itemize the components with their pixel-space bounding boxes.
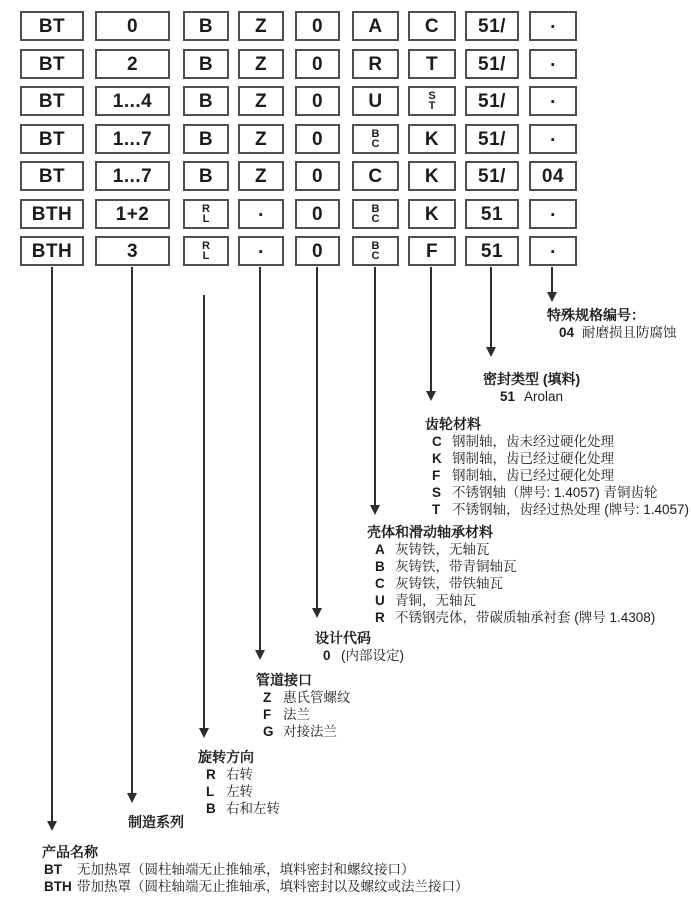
grid-cell-r5-c7	[408, 161, 456, 191]
code-text: BT	[38, 15, 66, 37]
legend-item-desc: 法兰	[283, 707, 310, 722]
legend-item-desc: 不锈钢轴（牌号: 1.4057) 青铜齿轮	[452, 485, 658, 500]
grid-cell-r1-c1	[20, 11, 84, 41]
grid-cell-r2-c8	[465, 49, 519, 79]
code-text: 51/	[478, 15, 506, 37]
code-text: 1...7	[112, 165, 153, 187]
code-text: K	[424, 128, 440, 150]
legend-item-desc: 灰铸铁，带铁轴瓦	[395, 576, 503, 591]
code-text: K	[424, 203, 440, 225]
legend-item-code: G	[263, 724, 274, 739]
legend-manufacturing-series-title: 制造系列	[128, 814, 184, 830]
legend-item-desc: 灰铸铁，无轴瓦	[395, 542, 490, 557]
grid-cell-r5-c8	[465, 161, 519, 191]
legend-item	[323, 647, 404, 664]
grid-cell-r7-c9	[529, 236, 577, 266]
grid-cell-r4-c7	[408, 124, 456, 154]
legend-item-code: T	[432, 502, 441, 517]
stacked-code-text: B	[371, 203, 380, 215]
legend-seal-type-items	[500, 388, 580, 405]
column-1-arrow-line	[51, 267, 53, 822]
legend-item	[432, 467, 689, 484]
legend-item	[44, 861, 469, 878]
legend-item	[375, 609, 655, 626]
grid-cell-r4-c3	[183, 124, 229, 154]
stacked-code-text: L	[202, 213, 210, 225]
legend-pipe-connection	[256, 672, 351, 740]
grid-cell-r2-c7	[408, 49, 456, 79]
grid-cell-r7-c2	[95, 236, 170, 266]
column-3-arrowhead-icon	[199, 728, 209, 738]
legend-seal-type-title: 密封类型 (填料)	[483, 371, 581, 387]
grid-cell-r7-c4	[238, 236, 284, 266]
legend-item-desc: (内部设定)	[341, 648, 404, 663]
legend-item-code: L	[206, 784, 215, 799]
grid-cell-r2-c5	[295, 49, 340, 79]
code-text: C	[368, 165, 383, 187]
code-text: BTH	[31, 203, 73, 225]
code-text: BT	[38, 90, 66, 112]
grid-cell-r3-c8	[465, 86, 519, 116]
legend-housing-bearing-material-items	[375, 541, 655, 626]
grid-cell-r6-c1	[20, 199, 84, 229]
legend-item-desc: Arolan	[524, 389, 564, 404]
legend-item	[375, 541, 655, 558]
grid-cell-r5-c2	[95, 161, 170, 191]
legend-item	[432, 450, 689, 467]
stacked-code-text: C	[371, 138, 380, 150]
grid-cell-r2-c6	[352, 49, 399, 79]
column-8-arrow-line	[490, 267, 492, 348]
grid-cell-r7-c8	[465, 236, 519, 266]
legend-manufacturing-series	[128, 814, 184, 831]
grid-cell-r5-c9	[529, 161, 577, 191]
legend-design-code-title: 设计代码	[315, 630, 371, 646]
legend-product-name	[42, 844, 469, 895]
stacked-code-text: B	[371, 240, 380, 252]
code-text: B	[198, 128, 214, 150]
grid-cell-r6-c9	[529, 199, 577, 229]
code-text: 51/	[478, 90, 506, 112]
code-text: Z	[254, 15, 268, 37]
code-text: R	[368, 53, 383, 75]
code-text: 04	[541, 165, 565, 187]
column-4-arrowhead-icon	[255, 650, 265, 660]
column-9-arrow-line	[551, 267, 553, 293]
code-text: 0	[311, 53, 324, 75]
grid-cell-r1-c9	[529, 11, 577, 41]
code-text: 51/	[478, 128, 506, 150]
stacked-code-text: C	[371, 213, 380, 225]
grid-cell-r7-c6	[352, 236, 399, 266]
grid-cell-r3-c5	[295, 86, 340, 116]
code-text: K	[424, 165, 440, 187]
grid-cell-r6-c3	[183, 199, 229, 229]
stacked-code-text: R	[202, 203, 210, 215]
legend-rotation-direction	[198, 749, 280, 817]
legend-rotation-direction-title: 旋转方向	[198, 749, 254, 765]
legend-special-spec-number	[547, 307, 677, 341]
code-text: A	[368, 15, 383, 37]
legend-item-desc: 青铜，无轴瓦	[395, 593, 476, 608]
grid-cell-r1-c3	[183, 11, 229, 41]
legend-item	[375, 592, 655, 609]
legend-design-code	[315, 630, 404, 664]
grid-cell-r6-c6	[352, 199, 399, 229]
grid-cell-r7-c5	[295, 236, 340, 266]
column-5-arrowhead-icon	[312, 608, 322, 618]
legend-item-desc: 对接法兰	[283, 724, 337, 739]
grid-cell-r4-c9	[529, 124, 577, 154]
grid-cell-r1-c7	[408, 11, 456, 41]
code-text: 2	[126, 53, 139, 75]
legend-item-code: Z	[263, 690, 272, 705]
legend-item	[206, 766, 280, 783]
code-text: BT	[38, 53, 66, 75]
legend-item-code: R	[206, 767, 216, 782]
code-text: .	[550, 86, 556, 108]
grid-cell-r1-c4	[238, 11, 284, 41]
legend-item	[500, 388, 580, 405]
grid-cell-r3-c9	[529, 86, 577, 116]
legend-item-code: BT	[44, 862, 62, 877]
code-text: 0	[311, 165, 324, 187]
stacked-code-text: R	[202, 240, 210, 252]
code-text: 0	[126, 15, 139, 37]
grid-cell-r3-c6	[352, 86, 399, 116]
column-2-arrow-line	[131, 267, 133, 794]
legend-item-code: F	[263, 707, 272, 722]
code-text: .	[550, 236, 556, 258]
code-text: BT	[38, 128, 66, 150]
code-text: 0	[311, 90, 324, 112]
code-text: BT	[38, 165, 66, 187]
code-text: 0	[311, 15, 324, 37]
legend-item-code: F	[432, 468, 441, 483]
grid-cell-r4-c6	[352, 124, 399, 154]
grid-cell-r3-c3	[183, 86, 229, 116]
code-text: 1...4	[112, 90, 153, 112]
grid-cell-r2-c9	[529, 49, 577, 79]
code-text: Z	[254, 165, 268, 187]
column-8-arrowhead-icon	[486, 347, 496, 357]
stacked-code-text: L	[202, 250, 210, 262]
grid-cell-r1-c2	[95, 11, 170, 41]
grid-cell-r4-c5	[295, 124, 340, 154]
legend-item	[206, 800, 280, 817]
legend-housing-bearing-material-title: 壳体和滑动轴承材料	[367, 524, 493, 540]
legend-pipe-connection-title: 管道接口	[256, 672, 312, 688]
code-text: 51/	[478, 165, 506, 187]
grid-cell-r3-c1	[20, 86, 84, 116]
column-7-arrowhead-icon	[426, 391, 436, 401]
grid-cell-r2-c2	[95, 49, 170, 79]
legend-item-desc: 灰铸铁，带青铜轴瓦	[395, 559, 517, 574]
grid-cell-r7-c3	[183, 236, 229, 266]
code-text: 51	[480, 240, 504, 262]
legend-item-code: K	[432, 451, 442, 466]
code-text: Z	[254, 128, 268, 150]
legend-item-desc: 不锈钢壳体，带碳质轴承衬套 (牌号 1.4308)	[395, 610, 656, 625]
code-text: .	[550, 49, 556, 71]
legend-gear-material-title: 齿轮材料	[425, 416, 481, 432]
grid-cell-r4-c8	[465, 124, 519, 154]
grid-cell-r4-c4	[238, 124, 284, 154]
grid-cell-r6-c8	[465, 199, 519, 229]
column-6-arrow-line	[374, 267, 376, 506]
grid-cell-r4-c2	[95, 124, 170, 154]
legend-item	[206, 783, 280, 800]
legend-item-code: A	[375, 542, 385, 557]
code-text: 0	[311, 203, 324, 225]
column-2-arrowhead-icon	[127, 793, 137, 803]
legend-item	[432, 484, 689, 501]
legend-item-desc: 钢制轴，齿已经过硬化处理	[452, 468, 614, 483]
grid-cell-r5-c4	[238, 161, 284, 191]
legend-item-code: 0	[323, 648, 331, 663]
grid-cell-r6-c7	[408, 199, 456, 229]
code-text: C	[424, 15, 440, 37]
legend-gear-material	[425, 416, 689, 518]
legend-product-name-title: 产品名称	[42, 844, 98, 860]
code-text: B	[198, 53, 214, 75]
stacked-code-text: B	[371, 128, 380, 140]
legend-seal-type	[483, 371, 580, 405]
grid-cell-r5-c1	[20, 161, 84, 191]
grid-cell-r4-c1	[20, 124, 84, 154]
legend-pipe-connection-items	[263, 689, 351, 740]
code-text: 0	[311, 240, 324, 262]
column-5-arrow-line	[316, 267, 318, 609]
code-text: 51/	[478, 53, 506, 75]
legend-item-desc: 无加热罩（圆柱轴端无止推轴承，填料密封和螺纹接口）	[77, 862, 415, 877]
column-6-arrowhead-icon	[370, 505, 380, 515]
legend-item-desc: 钢制轴，齿未经过硬化处理	[452, 434, 614, 449]
grid-cell-r1-c6	[352, 11, 399, 41]
legend-special-spec-number-title: 特殊规格编号：	[547, 307, 645, 323]
legend-item-desc: 惠氏管螺纹	[283, 690, 351, 705]
legend-design-code-items	[323, 647, 404, 664]
grid-cell-r3-c7	[408, 86, 456, 116]
legend-item-desc: 带加热罩（圆柱轴端无止推轴承，填料密封以及螺纹或法兰接口）	[77, 879, 469, 894]
legend-item-desc: 右和左转	[226, 801, 280, 816]
stacked-code-text: S	[428, 90, 436, 102]
legend-item-code: BTH	[44, 879, 72, 894]
legend-special-spec-number-items	[559, 324, 677, 341]
stacked-code-text: T	[428, 100, 436, 112]
stacked-code-text: C	[371, 250, 380, 262]
legend-item	[375, 558, 655, 575]
legend-item-code: U	[375, 593, 385, 608]
grid-cell-r7-c1	[20, 236, 84, 266]
legend-item-desc: 钢制轴，齿已经过硬化处理	[452, 451, 614, 466]
code-text: U	[368, 90, 383, 112]
column-9-arrowhead-icon	[547, 292, 557, 302]
legend-item-code: S	[432, 485, 442, 500]
column-4-arrow-line	[259, 267, 261, 651]
legend-item	[432, 501, 689, 518]
legend-item	[375, 575, 655, 592]
code-text: T	[425, 53, 439, 75]
legend-item-desc: 左转	[226, 784, 253, 799]
code-text: 51	[480, 203, 504, 225]
code-text: .	[258, 236, 264, 258]
legend-item	[263, 689, 351, 706]
code-text: 3	[126, 240, 139, 262]
column-3-arrow-line	[203, 295, 205, 729]
legend-item	[44, 878, 469, 895]
legend-item-code: R	[375, 610, 385, 625]
code-text: B	[198, 15, 214, 37]
grid-cell-r1-c5	[295, 11, 340, 41]
grid-cell-r6-c4	[238, 199, 284, 229]
legend-item-code: C	[432, 434, 442, 449]
column-7-arrow-line	[430, 267, 432, 392]
legend-item-desc: 右转	[226, 767, 253, 782]
grid-cell-r1-c8	[465, 11, 519, 41]
legend-item-desc: 不锈钢轴，齿经过热处理 (牌号: 1.4057)	[452, 502, 690, 517]
code-text: .	[550, 11, 556, 33]
grid-cell-r2-c4	[238, 49, 284, 79]
legend-item-code: C	[375, 576, 385, 591]
code-text: .	[550, 124, 556, 146]
legend-item	[263, 723, 351, 740]
grid-cell-r7-c7	[408, 236, 456, 266]
legend-product-name-items	[44, 861, 469, 895]
grid-cell-r2-c1	[20, 49, 84, 79]
legend-item-code: 04	[559, 325, 575, 340]
code-text: .	[258, 199, 264, 221]
grid-cell-r3-c4	[238, 86, 284, 116]
legend-item-code: B	[375, 559, 385, 574]
grid-cell-r6-c5	[295, 199, 340, 229]
legend-item	[559, 324, 677, 341]
legend-rotation-direction-items	[206, 766, 280, 817]
code-text: F	[425, 240, 439, 262]
grid-cell-r5-c5	[295, 161, 340, 191]
code-text: Z	[254, 53, 268, 75]
legend-item	[432, 433, 689, 450]
legend-item	[263, 706, 351, 723]
code-text: B	[198, 90, 214, 112]
code-text: 1+2	[115, 203, 150, 225]
code-text: .	[550, 199, 556, 221]
grid-cell-r2-c3	[183, 49, 229, 79]
code-text: 1...7	[112, 128, 153, 150]
legend-item-desc: 耐磨损且防腐蚀	[582, 325, 677, 340]
code-text: 0	[311, 128, 324, 150]
code-text: Z	[254, 90, 268, 112]
legend-housing-bearing-material	[367, 524, 655, 626]
code-text: BTH	[31, 240, 73, 262]
column-1-arrowhead-icon	[47, 821, 57, 831]
grid-cell-r6-c2	[95, 199, 170, 229]
grid-cell-r5-c6	[352, 161, 399, 191]
legend-gear-material-items	[432, 433, 689, 518]
grid-cell-r3-c2	[95, 86, 170, 116]
code-text: B	[198, 165, 214, 187]
legend-item-code: B	[206, 801, 216, 816]
grid-cell-r5-c3	[183, 161, 229, 191]
legend-item-code: 51	[500, 389, 516, 404]
